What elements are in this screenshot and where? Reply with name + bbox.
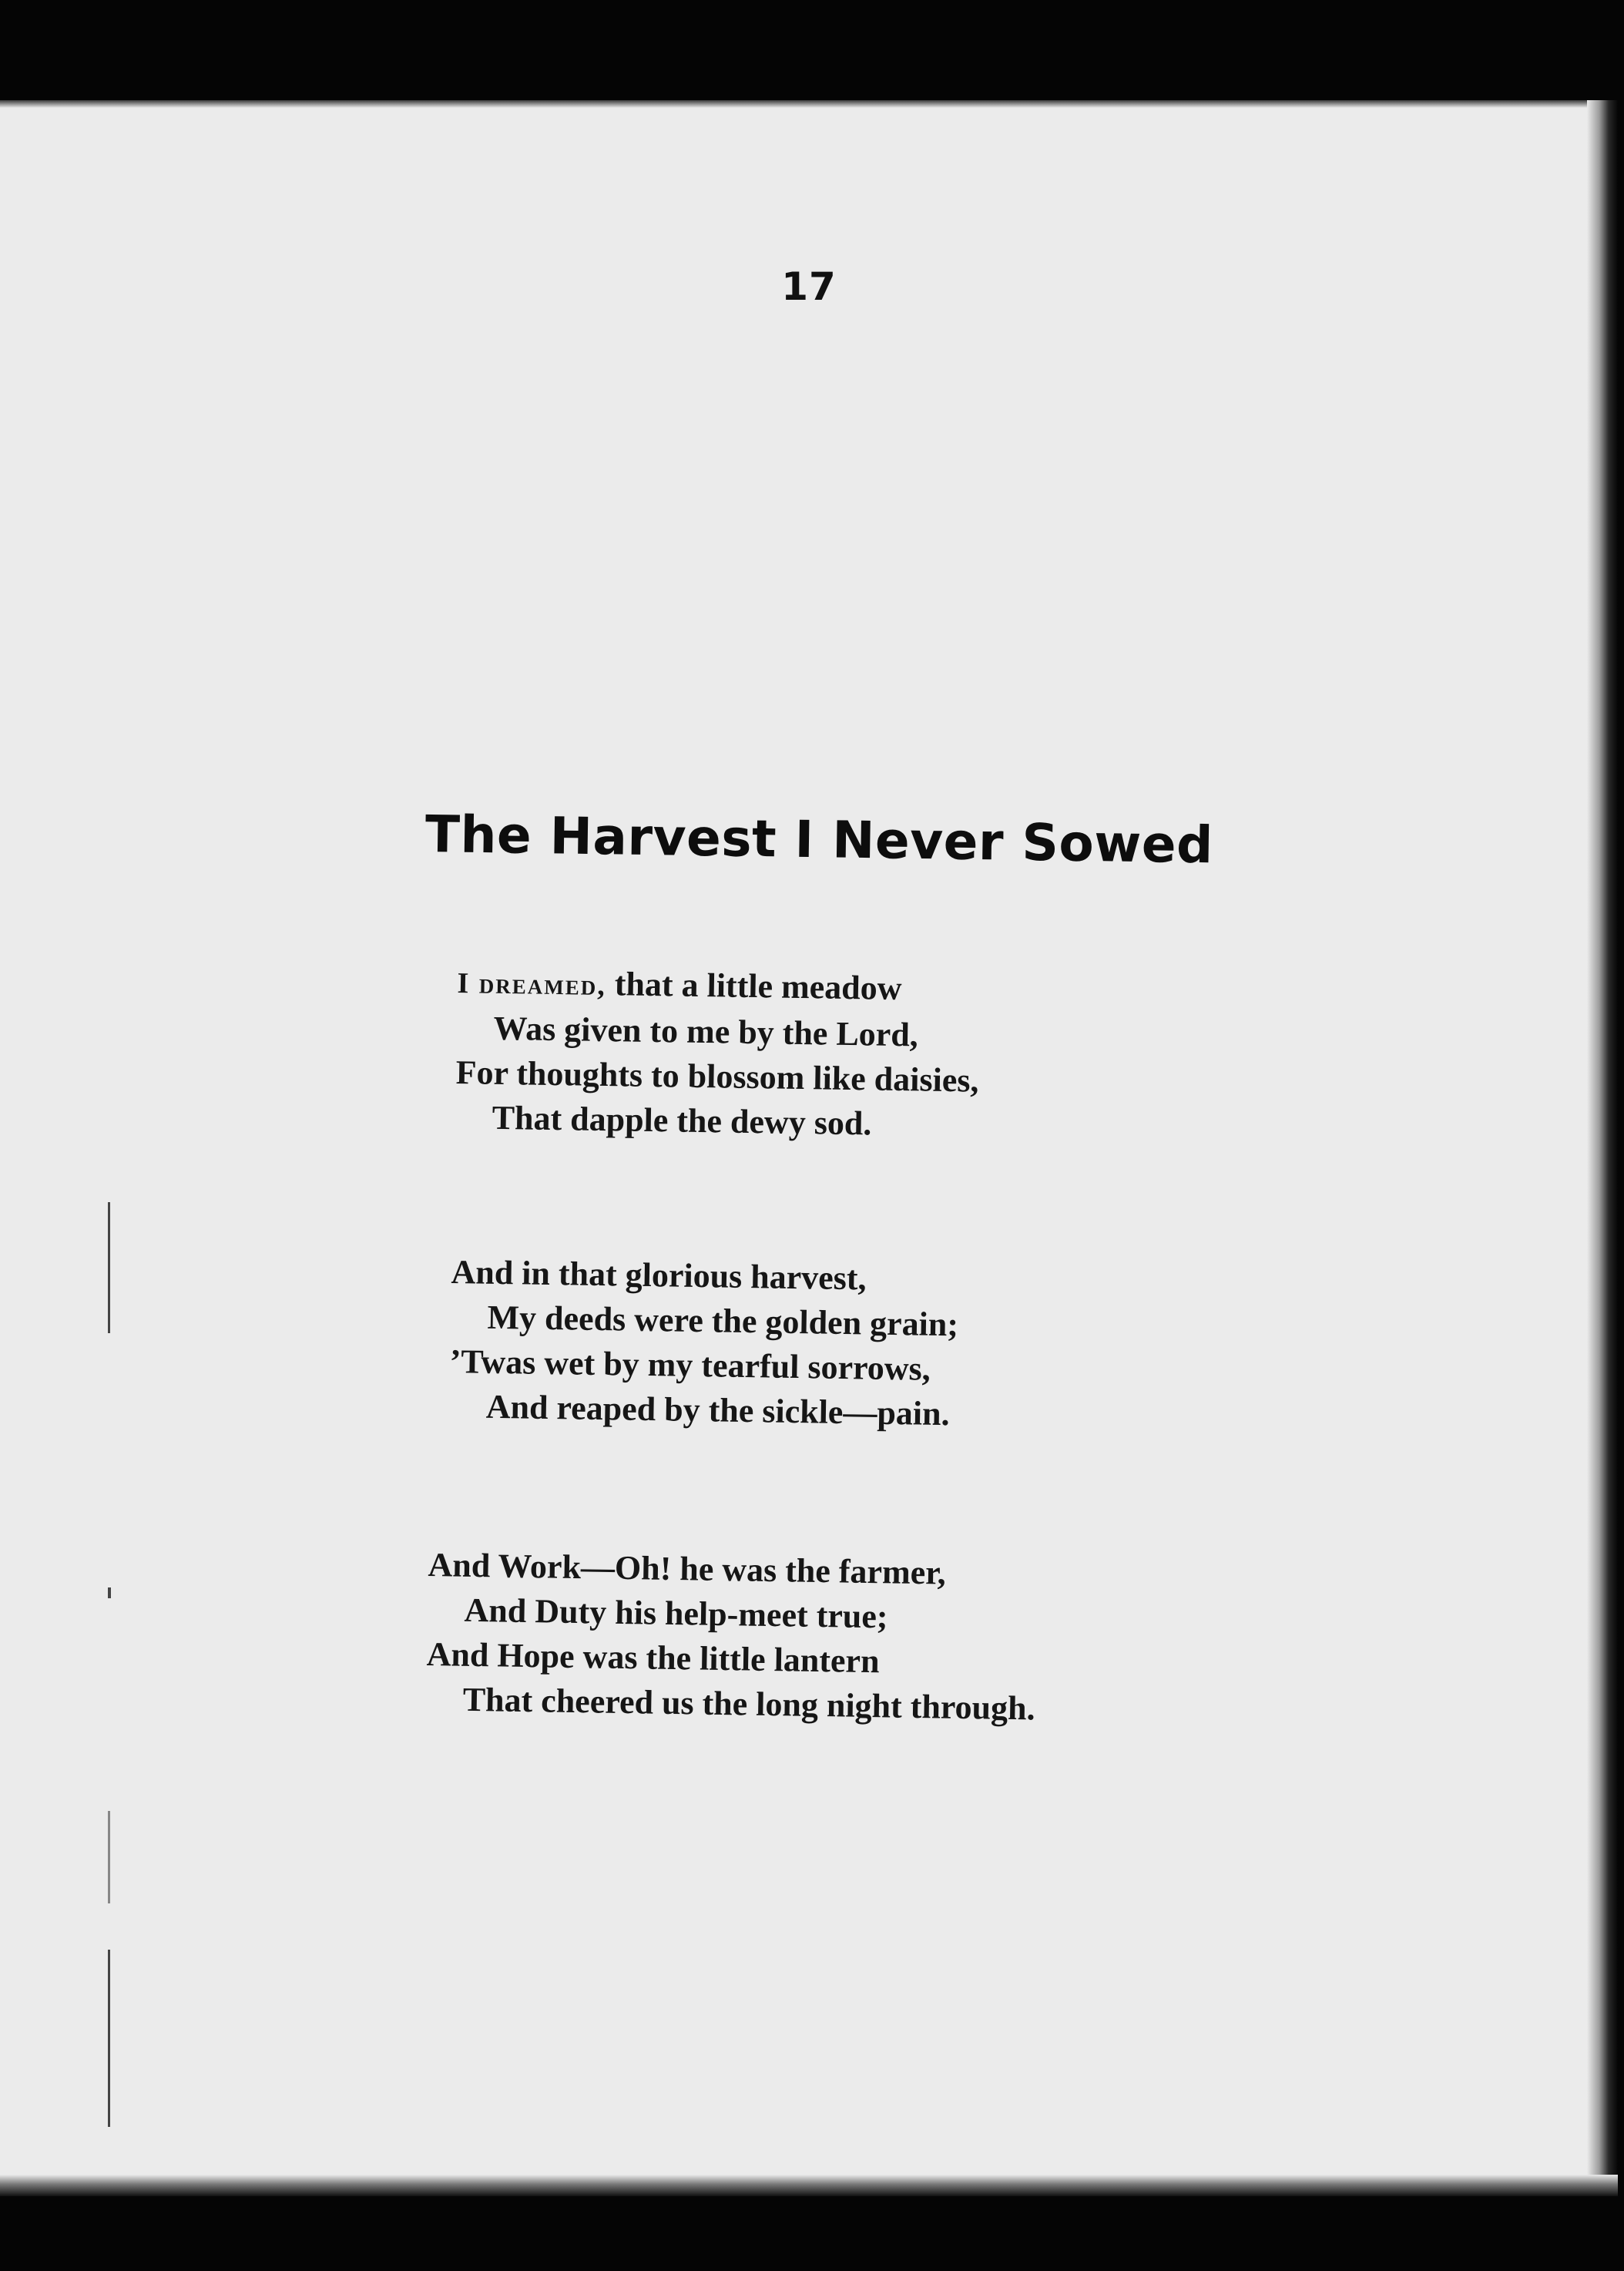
poem-line: And in that glorious harvest, [451, 1252, 867, 1298]
stanza-2 [448, 1250, 959, 1436]
left-margin-mark [108, 1811, 110, 1903]
poem-line: That dapple the dewy sod. [492, 1098, 872, 1143]
left-margin-mark [108, 1202, 110, 1333]
poem-line: Was given to me by the Lord, [493, 1009, 919, 1054]
page-bottom-shadow [0, 2175, 1618, 2196]
left-margin-mark [108, 1950, 110, 2127]
poem-line: My deeds were the golden grain; [487, 1298, 959, 1344]
page-number: 17 [781, 264, 837, 309]
poem-line: And Hope was the little lantern [426, 1634, 880, 1681]
stanza-3 [425, 1543, 1037, 1731]
poem-line: ’Twas wet by my tearful sorrows, [449, 1342, 931, 1388]
poem-line [457, 959, 981, 1014]
page-binding-edge [1587, 100, 1618, 2196]
page-top-shadow [0, 100, 1618, 108]
stanza-1 [455, 959, 980, 1148]
poem-line: And Work—Oh! he was the farmer, [428, 1545, 947, 1592]
poem-line: For thoughts to blossom like daisies, [455, 1053, 979, 1100]
poem-line: And Duty his help-meet true; [464, 1591, 888, 1636]
drop-lead-in: I dreamed, [457, 966, 607, 1003]
poem-line: And reaped by the sickle—pain. [485, 1387, 950, 1433]
poem-title: The Harvest I Never Sowed [424, 805, 1214, 875]
left-margin-mark [108, 1587, 111, 1598]
poem-line: That cheered us the long night through. [462, 1680, 1035, 1728]
first-line-rest: that a little meadow [606, 965, 902, 1008]
book-page [0, 100, 1618, 2196]
